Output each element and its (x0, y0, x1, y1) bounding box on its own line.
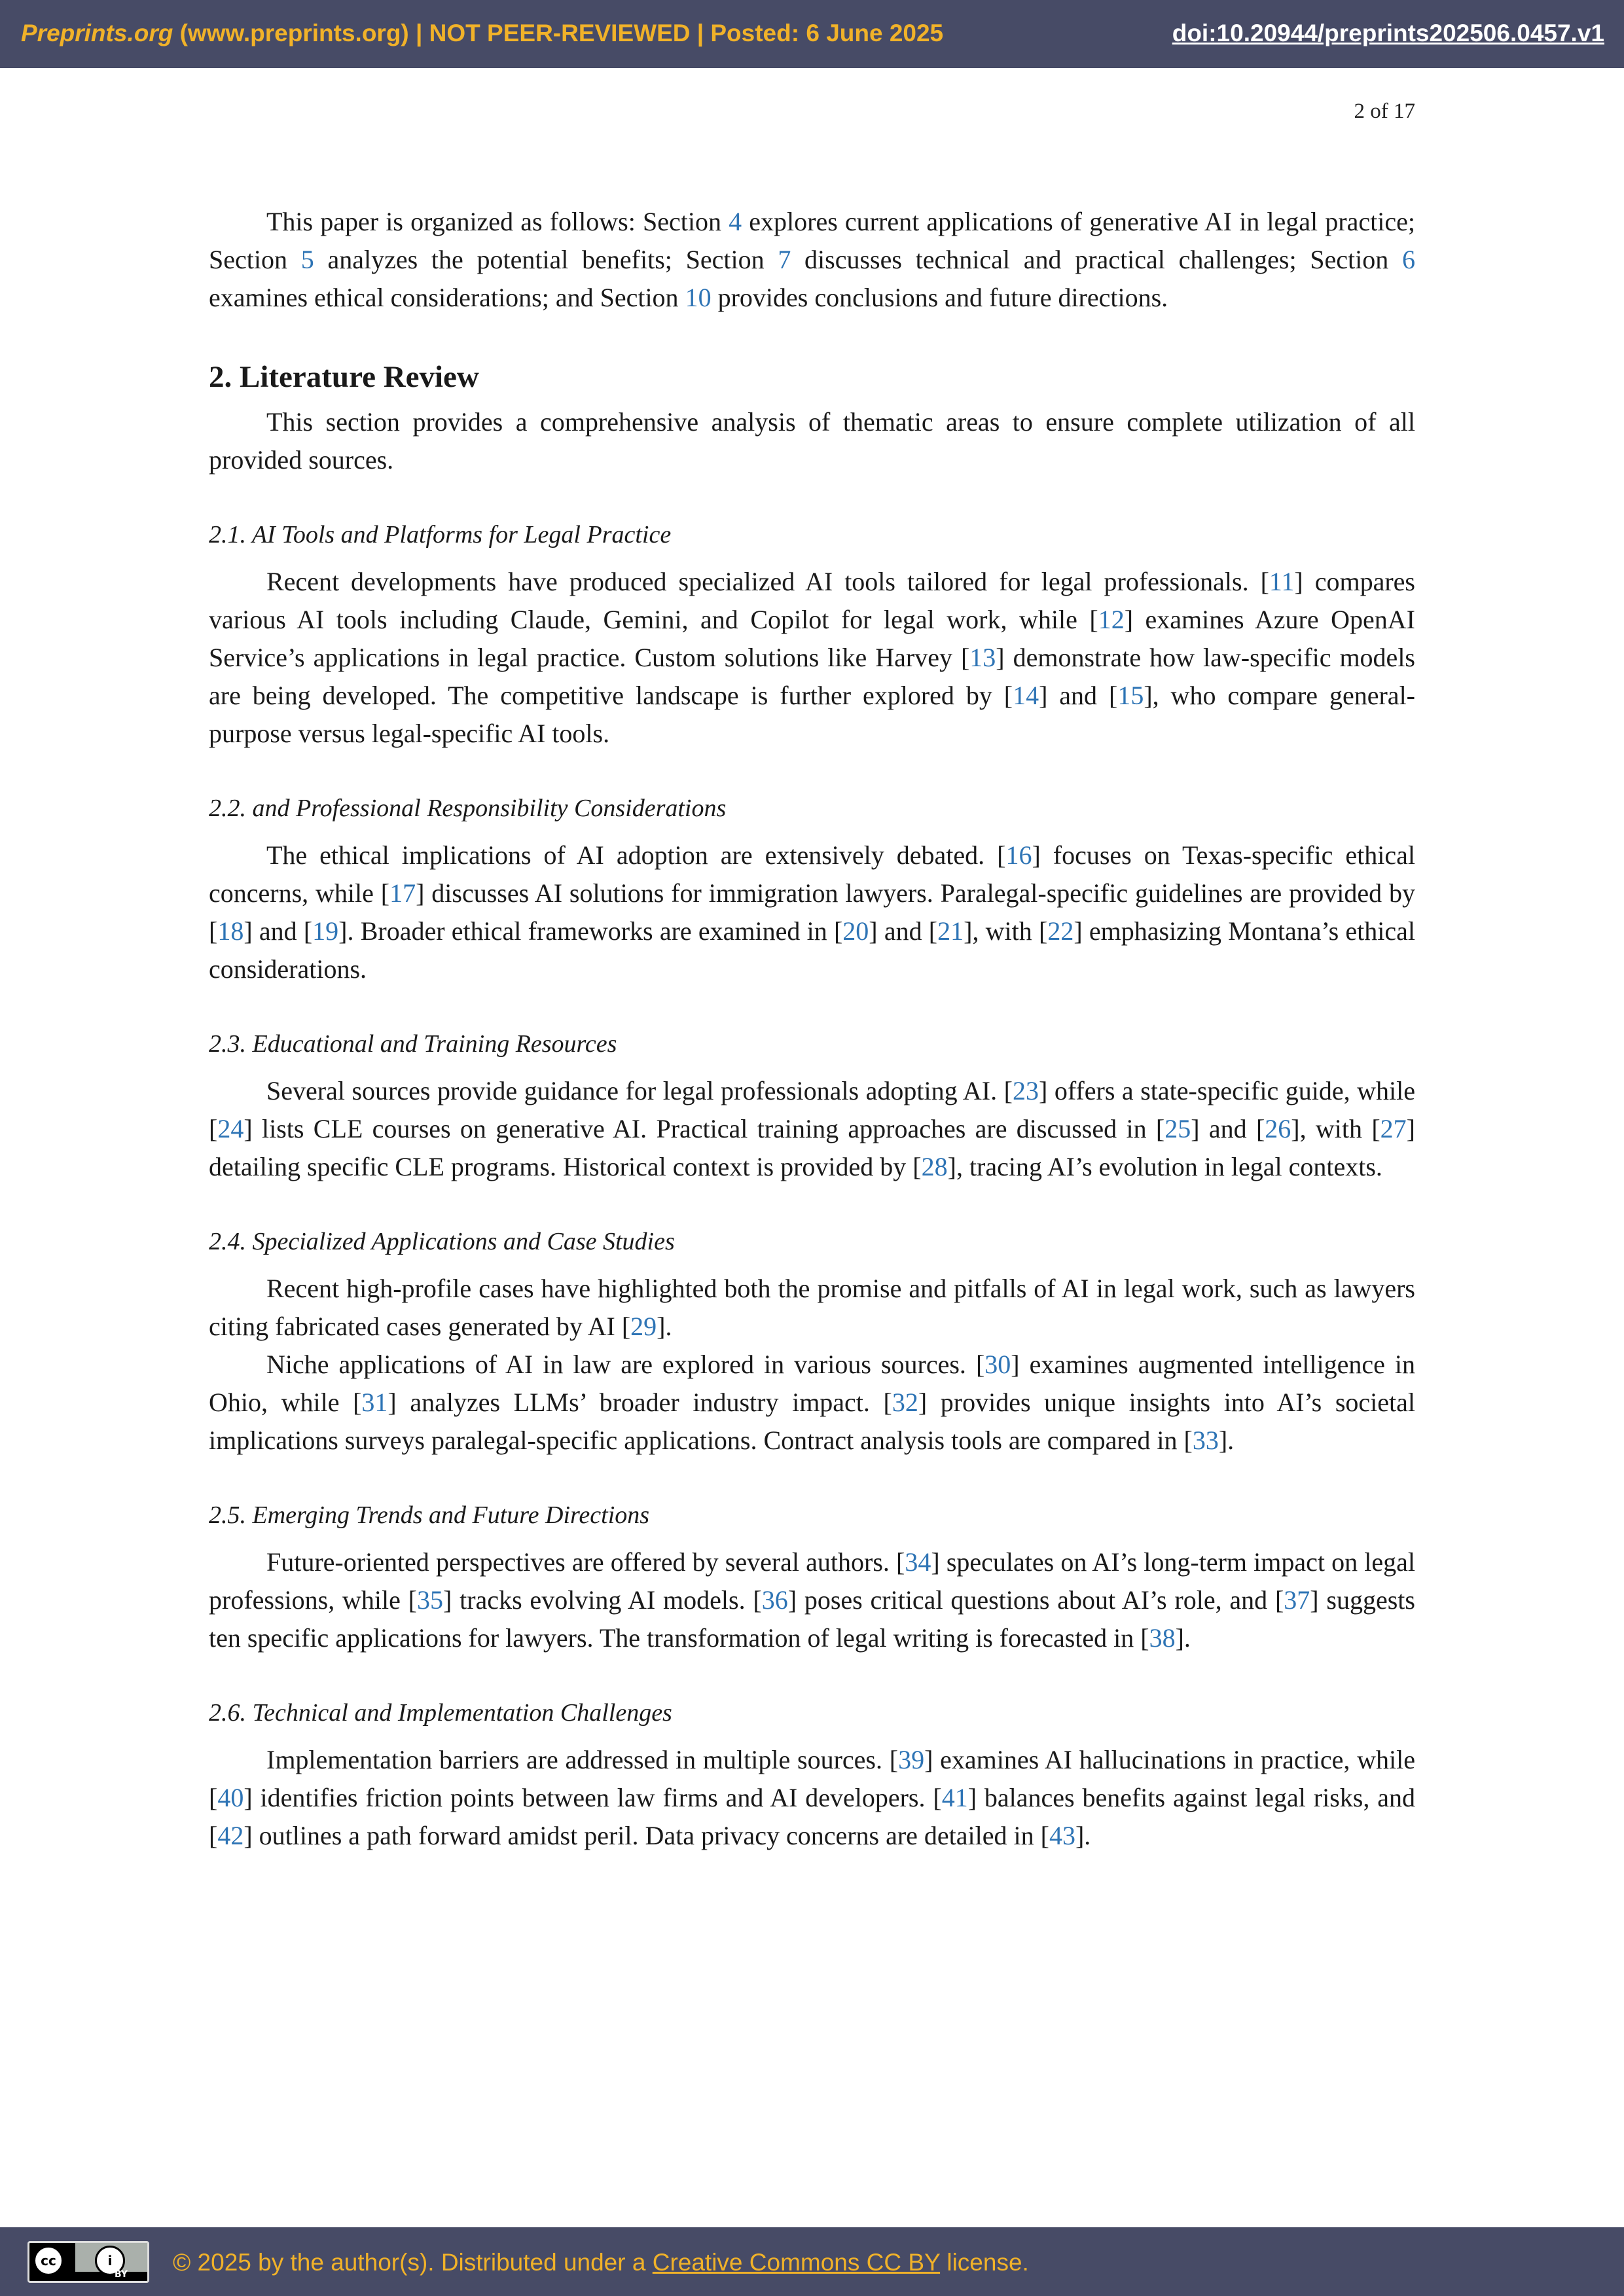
preprint-header-bar (0, 0, 1624, 68)
section-link[interactable]: 5 (300, 245, 314, 274)
subsection-heading-2-3: 2.3. Educational and Training Resources (209, 1030, 617, 1058)
citation-link[interactable]: 30 (984, 1350, 1011, 1379)
section-heading-literature-review: 2. Literature Review (209, 360, 479, 394)
citation-link[interactable]: 20 (842, 916, 869, 946)
subsection-heading-2-2: 2.2. and Professional Responsibility Considerations (209, 795, 727, 822)
citation-link[interactable]: 17 (389, 878, 416, 908)
intro-paragraph: This paper is organized as follows: Section 4 explores current applications of generative AI in legal practice; Section 5 analyzes the potential benefits; Section 7 discusses technical and practical challenges; Section 6 examines ethical considerations; and Section 10 provides conclusions and future directions. (209, 207, 1415, 312)
cc-by-license-link[interactable]: Creative Commons CC BY (652, 2249, 941, 2276)
citation-link[interactable]: 14 (1013, 681, 1039, 710)
citation-link[interactable]: 23 (1012, 1076, 1039, 1105)
license-text: © 2025 by the author(s). Distributed under a Creative Commons CC BY license. (173, 2249, 1029, 2276)
paper-body (209, 203, 1415, 1855)
citation-link[interactable]: 13 (969, 643, 996, 672)
preprint-header-info (21, 20, 943, 47)
paragraph-2-4a: Recent high-profile cases have highlighted both the promise and pitfalls of AI in legal work, such as lawyers citing fabricated cases generated by AI [29]. (209, 1274, 1415, 1341)
citation-link[interactable]: 28 (921, 1152, 948, 1181)
cc-icon: cc (33, 2246, 63, 2276)
citation-link[interactable]: 27 (1380, 1114, 1407, 1143)
section-link[interactable]: 7 (778, 245, 791, 274)
citation-link[interactable]: 41 (941, 1783, 968, 1812)
preprints-brand[interactable]: Preprints.org (21, 20, 173, 46)
citation-link[interactable]: 33 (1192, 1426, 1219, 1455)
citation-link[interactable]: 15 (1117, 681, 1144, 710)
citation-link[interactable]: 18 (217, 916, 244, 946)
citation-link[interactable]: 22 (1047, 916, 1074, 946)
subsection-heading-2-6: 2.6. Technical and Implementation Challenges (209, 1699, 672, 1727)
citation-link[interactable]: 12 (1098, 605, 1125, 634)
citation-link[interactable]: 37 (1284, 1585, 1310, 1615)
citation-link[interactable]: 43 (1049, 1821, 1075, 1850)
citation-link[interactable]: 31 (361, 1388, 388, 1417)
section-intro-paragraph: This section provides a comprehensive analysis of thematic areas to ensure complete utilization of all provided sources. (209, 407, 1415, 475)
section-link[interactable]: 6 (1402, 245, 1415, 274)
preprint-status: (www.preprints.org) | NOT PEER-REVIEWED | Posted: 6 June 2025 (173, 20, 944, 46)
citation-link[interactable]: 40 (217, 1783, 244, 1812)
citation-link[interactable]: 34 (905, 1547, 931, 1577)
license-footer-bar (0, 2227, 1624, 2296)
citation-link[interactable]: 38 (1149, 1623, 1176, 1653)
cc-by-label: BY (114, 2269, 128, 2280)
paragraph-2-6: Implementation barriers are addressed in multiple sources. [39] examines AI hallucinations in practice, while [40] identifies friction points between law firms and AI developers. [41] balances benefits against legal risks, and [42] outlines a path forward amidst peril. Data privacy concerns are detailed in [43]. (209, 1745, 1415, 1850)
citation-link[interactable]: 24 (217, 1114, 244, 1143)
subsection-heading-2-4: 2.4. Specialized Applications and Case Studies (209, 1228, 675, 1255)
citation-link[interactable]: 36 (761, 1585, 788, 1615)
citation-link[interactable]: 21 (937, 916, 964, 946)
doi-link[interactable]: doi:10.20944/preprints202506.0457.v1 (1172, 20, 1604, 46)
citation-link[interactable]: 25 (1164, 1114, 1191, 1143)
subsection-heading-2-1: 2.1. AI Tools and Platforms for Legal Practice (209, 521, 672, 548)
page-number: 2 of 17 (1354, 99, 1415, 123)
section-link[interactable]: 10 (685, 283, 712, 312)
citation-link[interactable]: 32 (892, 1388, 918, 1417)
section-link[interactable]: 4 (729, 207, 742, 236)
attribution-person-icon: i (95, 2246, 125, 2276)
paragraph-2-2: The ethical implications of AI adoption are extensively debated. [16] focuses on Texas-specific ethical concerns, while [17] discusses AI solutions for immigration lawyers. Paralegal-specific guidelines are provided by [18] and [19]. Broader ethical frameworks are examined in [20] and [21], with [22] emphasizing Montana’s ethical considerations. (209, 840, 1415, 984)
subsection-heading-2-5: 2.5. Emerging Trends and Future Directions (209, 1501, 650, 1529)
paragraph-2-5: Future-oriented perspectives are offered by several authors. [34] speculates on AI’s long-term impact on legal professions, while [35] tracks evolving AI models. [36] poses critical questions about AI’s role, and [37] suggests ten specific applications for lawyers. The transformation of legal writing is forecasted in [38]. (209, 1547, 1415, 1653)
citation-link[interactable]: 26 (1265, 1114, 1291, 1143)
citation-link[interactable]: 39 (898, 1745, 925, 1774)
citation-link[interactable]: 19 (312, 916, 339, 946)
citation-link[interactable]: 35 (417, 1585, 443, 1615)
citation-link[interactable]: 11 (1269, 567, 1295, 596)
citation-link[interactable]: 16 (1005, 840, 1032, 870)
citation-link[interactable]: 42 (217, 1821, 244, 1850)
paragraph-2-4b: Niche applications of AI in law are explored in various sources. [30] examines augmented intelligence in Ohio, while [31] analyzes LLMs’ broader industry impact. [32] provides unique insights into AI’s societal implications surveys paralegal-specific applications. Contract analysis tools are compared in [33]. (209, 1350, 1415, 1455)
creative-commons-by-icon[interactable] (27, 2241, 149, 2283)
citation-link[interactable]: 29 (630, 1312, 657, 1341)
paragraph-2-3: Several sources provide guidance for legal professionals adopting AI. [23] offers a state-specific guide, while [24] lists CLE courses on generative AI. Practical training approaches are discussed in [25] and [26], with [27] detailing specific CLE programs. Historical context is provided by [28], tracing AI’s evolution in legal contexts. (209, 1076, 1415, 1181)
paragraph-2-1: Recent developments have produced specialized AI tools tailored for legal professionals. [11] compares various AI tools including Claude, Gemini, and Copilot for legal work, while [12] examines Azure OpenAI Service’s applications in legal practice. Custom solutions like Harvey [13] demonstrate how law-specific models are being developed. The competitive landscape is further explored by [14] and [15], who compare general-purpose versus legal-specific AI tools. (209, 567, 1415, 748)
